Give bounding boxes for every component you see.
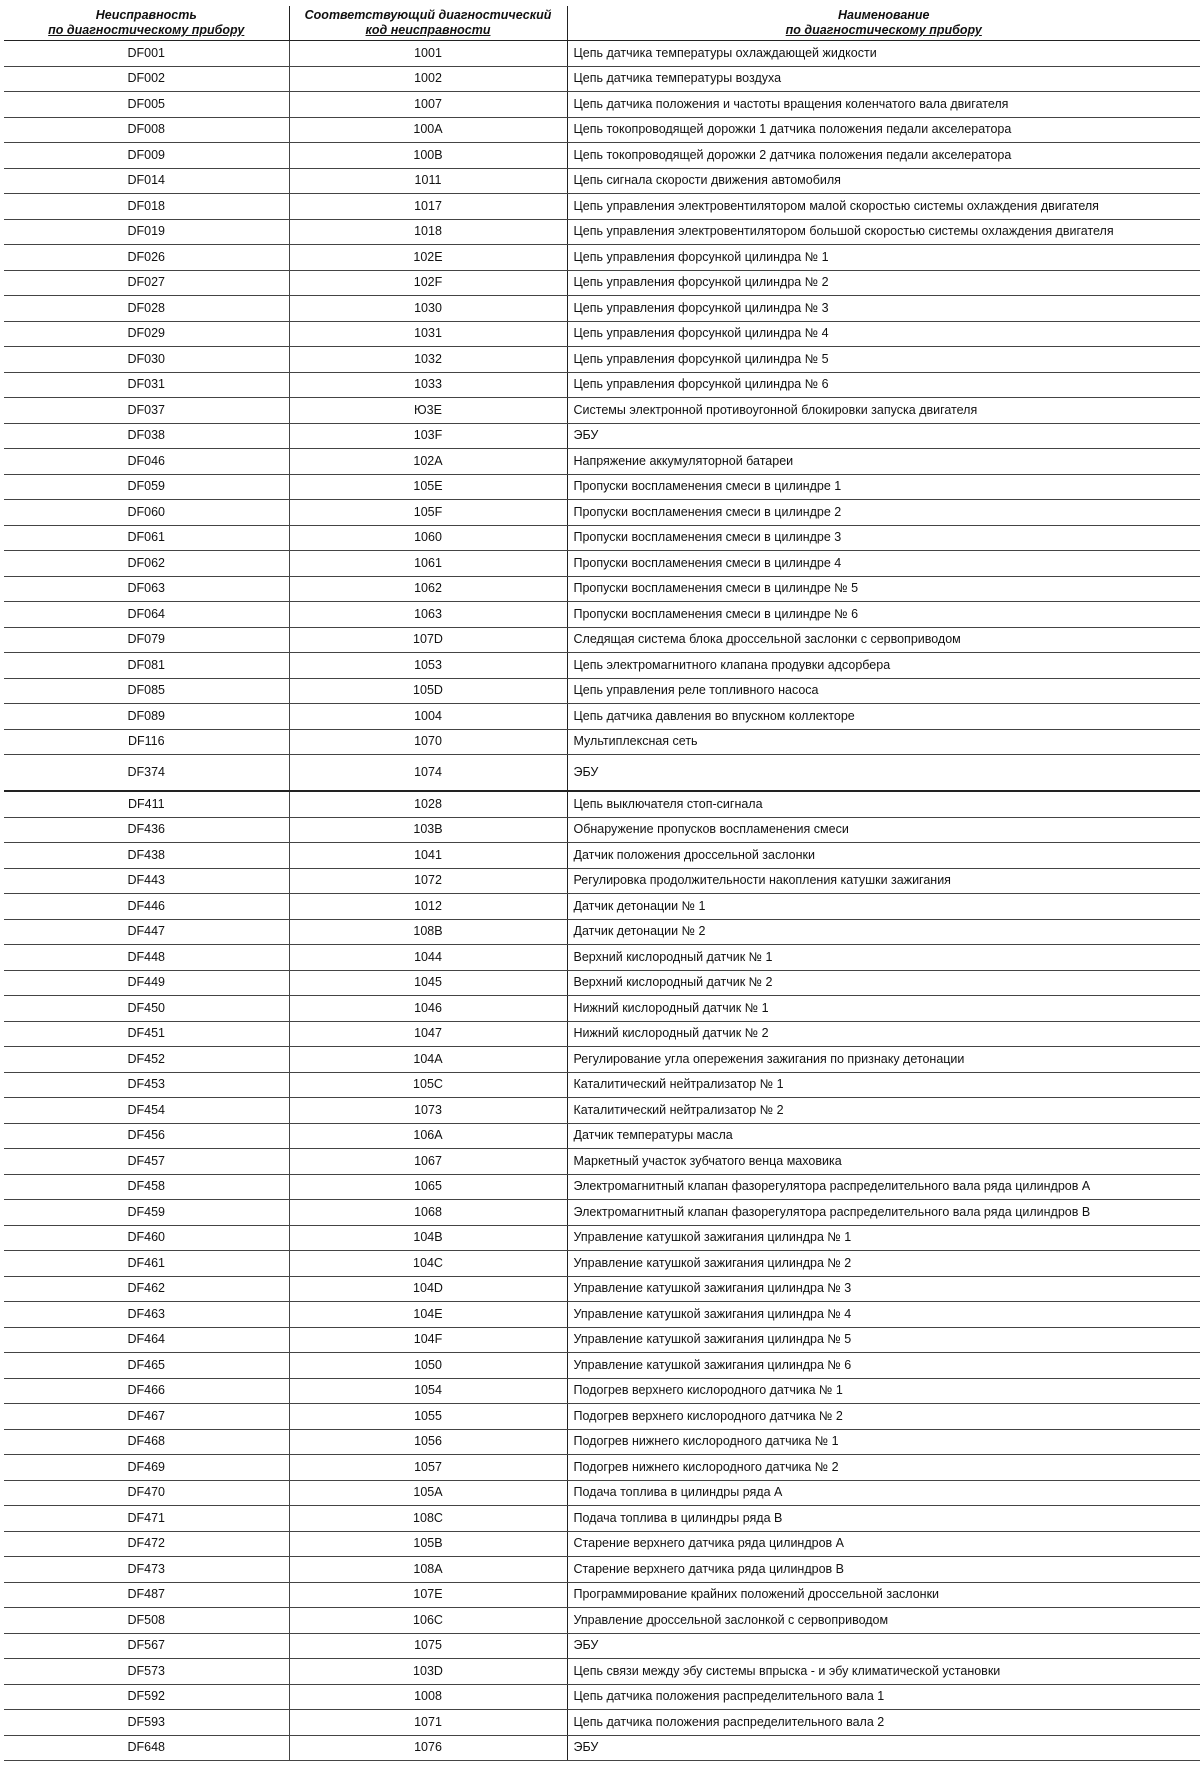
table-row <box>4 1225 1200 1251</box>
table-row <box>4 576 1200 602</box>
diag-code-cell: 1001 <box>289 41 567 67</box>
fault-code-cell: DF019 <box>4 219 289 245</box>
fault-name-cell: Цепь управления электровентилятором большой скоростью системы охлаждения двигателя <box>567 219 1200 245</box>
table-row <box>4 1659 1200 1685</box>
fault-name-cell: Цепь электромагнитного клапана продувки адсорбера <box>567 653 1200 679</box>
fault-name-cell: Пропуски воспламенения смеси в цилиндре № 6 <box>567 602 1200 628</box>
diag-code-cell: 1045 <box>289 970 567 996</box>
fault-name-cell: Верхний кислородный датчик № 2 <box>567 970 1200 996</box>
diag-code-cell: 1002 <box>289 66 567 92</box>
fault-code-cell: DF029 <box>4 321 289 347</box>
table-row <box>4 500 1200 526</box>
fault-name-cell: Подогрев верхнего кислородного датчика № 2 <box>567 1404 1200 1430</box>
fault-code-cell: DF452 <box>4 1047 289 1073</box>
table-row <box>4 423 1200 449</box>
fault-name-cell: Старение верхнего датчика ряда цилиндров B <box>567 1557 1200 1583</box>
fault-name-cell: ЭБУ <box>567 1735 1200 1761</box>
fault-name-cell: Электромагнитный клапан фазорегулятора распределительного вала ряда цилиндров A <box>567 1174 1200 1200</box>
table-row <box>4 729 1200 755</box>
fault-code-cell: DF450 <box>4 996 289 1022</box>
fault-name-cell: Цепь датчика положения и частоты вращения коленчатого вала двигателя <box>567 92 1200 118</box>
fault-code-cell: DF449 <box>4 970 289 996</box>
diag-code-cell: 1017 <box>289 194 567 220</box>
table-row <box>4 41 1200 67</box>
fault-name-cell: Напряжение аккумуляторной батареи <box>567 449 1200 475</box>
table-row <box>4 868 1200 894</box>
fault-name-cell: Цепь датчика положения распределительного вала 1 <box>567 1684 1200 1710</box>
fault-code-cell: DF438 <box>4 843 289 869</box>
fault-code-cell: DF567 <box>4 1633 289 1659</box>
fault-code-cell: DF454 <box>4 1098 289 1124</box>
diag-code-cell: 1065 <box>289 1174 567 1200</box>
fault-name-cell: Управление катушкой зажигания цилиндра № 2 <box>567 1251 1200 1277</box>
fault-code-cell: DF046 <box>4 449 289 475</box>
fault-name-cell: Подача топлива в цилиндры ряда A <box>567 1480 1200 1506</box>
table-row <box>4 817 1200 843</box>
header-name <box>567 6 1200 41</box>
diag-code-cell: 1076 <box>289 1735 567 1761</box>
fault-code-cell: DF008 <box>4 117 289 143</box>
table-row <box>4 1047 1200 1073</box>
table-row <box>4 372 1200 398</box>
diag-code-cell: Ю3Е <box>289 398 567 424</box>
diag-code-cell: 1041 <box>289 843 567 869</box>
header-row <box>4 6 1200 41</box>
diag-code-cell: 1070 <box>289 729 567 755</box>
diag-code-cell: 1056 <box>289 1429 567 1455</box>
fault-name-cell: Верхний кислородный датчик № 1 <box>567 945 1200 971</box>
table-row <box>4 1531 1200 1557</box>
diag-code-cell: 1072 <box>289 868 567 894</box>
fault-code-cell: DF089 <box>4 704 289 730</box>
diag-code-cell: 106A <box>289 1123 567 1149</box>
fault-name-cell: Управление катушкой зажигания цилиндра № 3 <box>567 1276 1200 1302</box>
fault-code-cell: DF446 <box>4 894 289 920</box>
diag-code-cell: 108A <box>289 1557 567 1583</box>
fault-code-table <box>4 6 1200 1761</box>
table-row <box>4 92 1200 118</box>
table-row <box>4 66 1200 92</box>
fault-name-cell: Цепь связи между эбу системы впрыска - и эбу климатической установки <box>567 1659 1200 1685</box>
fault-name-cell: Цепь датчика температуры воздуха <box>567 66 1200 92</box>
fault-code-cell: DF030 <box>4 347 289 373</box>
fault-name-cell: Регулирование угла опережения зажигания по признаку детонации <box>567 1047 1200 1073</box>
table-row <box>4 1455 1200 1481</box>
table-row <box>4 945 1200 971</box>
fault-name-cell: Каталитический нейтрализатор № 1 <box>567 1072 1200 1098</box>
fault-name-cell: Подогрев нижнего кислородного датчика № 1 <box>567 1429 1200 1455</box>
fault-code-cell: DF116 <box>4 729 289 755</box>
fault-name-cell: Цепь управления реле топливного насоса <box>567 678 1200 704</box>
table-row <box>4 704 1200 730</box>
fault-name-cell: Обнаружение пропусков воспламенения смеси <box>567 817 1200 843</box>
diag-code-cell: 103B <box>289 817 567 843</box>
fault-code-cell: DF374 <box>4 755 289 792</box>
header-name-line1: Наименование <box>838 8 930 22</box>
fault-name-cell: Цепь управления электровентилятором малой скоростью системы охлаждения двигателя <box>567 194 1200 220</box>
diag-code-cell: 1062 <box>289 576 567 602</box>
table-row <box>4 1684 1200 1710</box>
fault-name-cell: Мультиплексная сеть <box>567 729 1200 755</box>
diag-code-cell: 107D <box>289 627 567 653</box>
diag-code-cell: 104D <box>289 1276 567 1302</box>
fault-code-cell: DF459 <box>4 1200 289 1226</box>
table-row <box>4 1098 1200 1124</box>
table-row <box>4 1506 1200 1532</box>
fault-code-cell: DF443 <box>4 868 289 894</box>
header-name-line2: по диагностическому прибору <box>785 23 982 37</box>
diag-code-cell: 1053 <box>289 653 567 679</box>
diag-code-cell: 103F <box>289 423 567 449</box>
table-row <box>4 117 1200 143</box>
table-row <box>4 1633 1200 1659</box>
fault-code-cell: DF001 <box>4 41 289 67</box>
table-row <box>4 1608 1200 1634</box>
diag-code-cell: 1055 <box>289 1404 567 1430</box>
diag-code-cell: 108B <box>289 919 567 945</box>
fault-code-cell: DF447 <box>4 919 289 945</box>
fault-code-cell: DF462 <box>4 1276 289 1302</box>
header-fault-code-line1: Неисправность <box>95 8 197 22</box>
diag-code-cell: 100A <box>289 117 567 143</box>
table-header <box>4 6 1200 41</box>
fault-name-cell: Цепь управления форсункой цилиндра № 4 <box>567 321 1200 347</box>
diag-code-cell: 108C <box>289 1506 567 1532</box>
fault-code-cell: DF411 <box>4 791 289 817</box>
table-row <box>4 1378 1200 1404</box>
fault-name-cell: Цепь управления форсункой цилиндра № 2 <box>567 270 1200 296</box>
diag-code-cell: 105C <box>289 1072 567 1098</box>
diag-code-cell: 1008 <box>289 1684 567 1710</box>
table-row <box>4 270 1200 296</box>
table-row <box>4 627 1200 653</box>
table-row <box>4 1174 1200 1200</box>
diag-code-cell: 104A <box>289 1047 567 1073</box>
fault-name-cell: Подогрев нижнего кислородного датчика № 2 <box>567 1455 1200 1481</box>
fault-code-cell: DF470 <box>4 1480 289 1506</box>
header-diag-code <box>289 6 567 41</box>
fault-code-cell: DF508 <box>4 1608 289 1634</box>
header-diag-code-line1: Соответствующий диагностический <box>304 8 552 22</box>
fault-code-cell: DF464 <box>4 1327 289 1353</box>
table-row <box>4 1710 1200 1736</box>
table-row <box>4 1200 1200 1226</box>
diag-code-cell: 1068 <box>289 1200 567 1226</box>
fault-name-cell: Цепь управления форсункой цилиндра № 3 <box>567 296 1200 322</box>
fault-code-cell: DF028 <box>4 296 289 322</box>
fault-code-cell: DF453 <box>4 1072 289 1098</box>
diag-code-cell: 1073 <box>289 1098 567 1124</box>
fault-name-cell: Старение верхнего датчика ряда цилиндров A <box>567 1531 1200 1557</box>
table-row <box>4 653 1200 679</box>
diag-code-cell: 102F <box>289 270 567 296</box>
table-row <box>4 996 1200 1022</box>
table-row <box>4 321 1200 347</box>
fault-name-cell: Цепь токопроводящей дорожки 2 датчика положения педали акселератора <box>567 143 1200 169</box>
diag-code-cell: 1060 <box>289 525 567 551</box>
table-row <box>4 1123 1200 1149</box>
diag-code-cell: 1047 <box>289 1021 567 1047</box>
table-row <box>4 1072 1200 1098</box>
fault-name-cell: Пропуски воспламенения смеси в цилиндре 2 <box>567 500 1200 526</box>
table-row <box>4 602 1200 628</box>
diag-code-cell: 105D <box>289 678 567 704</box>
fault-code-cell: DF081 <box>4 653 289 679</box>
diag-code-cell: 105F <box>289 500 567 526</box>
fault-code-cell: DF487 <box>4 1582 289 1608</box>
fault-code-cell: DF592 <box>4 1684 289 1710</box>
table-row <box>4 1480 1200 1506</box>
table-row <box>4 1557 1200 1583</box>
fault-name-cell: Управление дроссельной заслонкой с сервоприводом <box>567 1608 1200 1634</box>
table-row <box>4 551 1200 577</box>
diag-code-cell: 1011 <box>289 168 567 194</box>
fault-name-cell: Цепь управления форсункой цилиндра № 5 <box>567 347 1200 373</box>
fault-name-cell: Цепь управления форсункой цилиндра № 6 <box>567 372 1200 398</box>
diag-code-cell: 106C <box>289 1608 567 1634</box>
fault-name-cell: Системы электронной противоугонной блокировки запуска двигателя <box>567 398 1200 424</box>
fault-code-cell: DF648 <box>4 1735 289 1761</box>
table-row <box>4 894 1200 920</box>
fault-code-cell: DF457 <box>4 1149 289 1175</box>
fault-code-cell: DF593 <box>4 1710 289 1736</box>
fault-code-cell: DF461 <box>4 1251 289 1277</box>
fault-code-cell: DF064 <box>4 602 289 628</box>
fault-code-cell: DF472 <box>4 1531 289 1557</box>
fault-name-cell: Датчик температуры масла <box>567 1123 1200 1149</box>
fault-name-cell: Датчик детонации № 2 <box>567 919 1200 945</box>
table-row <box>4 1429 1200 1455</box>
fault-name-cell: Цепь датчика давления во впускном коллекторе <box>567 704 1200 730</box>
fault-code-cell: DF463 <box>4 1302 289 1328</box>
fault-name-cell: Управление катушкой зажигания цилиндра № 5 <box>567 1327 1200 1353</box>
fault-name-cell: Программирование крайних положений дроссельной заслонки <box>567 1582 1200 1608</box>
fault-name-cell: Подача топлива в цилиндры ряда B <box>567 1506 1200 1532</box>
diag-code-cell: 104F <box>289 1327 567 1353</box>
header-diag-code-line2: код неисправности <box>365 23 491 37</box>
table-row <box>4 168 1200 194</box>
fault-code-cell: DF038 <box>4 423 289 449</box>
table-row <box>4 1404 1200 1430</box>
fault-name-cell: ЭБУ <box>567 423 1200 449</box>
fault-name-cell: Датчик детонации № 1 <box>567 894 1200 920</box>
table-row <box>4 1149 1200 1175</box>
diag-code-cell: 1050 <box>289 1353 567 1379</box>
diag-code-cell: 104B <box>289 1225 567 1251</box>
table-row <box>4 1353 1200 1379</box>
fault-name-cell: Регулировка продолжительности накопления катушки зажигания <box>567 868 1200 894</box>
table-row <box>4 449 1200 475</box>
diag-code-cell: 1032 <box>289 347 567 373</box>
diag-code-cell: 1061 <box>289 551 567 577</box>
fault-name-cell: Каталитический нейтрализатор № 2 <box>567 1098 1200 1124</box>
diag-code-cell: 1030 <box>289 296 567 322</box>
fault-name-cell: Маркетный участок зубчатого венца маховика <box>567 1149 1200 1175</box>
diag-code-cell: 1031 <box>289 321 567 347</box>
fault-name-cell: Цепь сигнала скорости движения автомобиля <box>567 168 1200 194</box>
fault-code-cell: DF018 <box>4 194 289 220</box>
diag-code-cell: 1071 <box>289 1710 567 1736</box>
table-row <box>4 1327 1200 1353</box>
table-row <box>4 1735 1200 1761</box>
table-row <box>4 245 1200 271</box>
fault-code-cell: DF471 <box>4 1506 289 1532</box>
fault-code-cell: DF014 <box>4 168 289 194</box>
diag-code-cell: 105A <box>289 1480 567 1506</box>
table-row <box>4 791 1200 817</box>
fault-code-cell: DF573 <box>4 1659 289 1685</box>
fault-name-cell: ЭБУ <box>567 1633 1200 1659</box>
fault-code-cell: DF448 <box>4 945 289 971</box>
table-row <box>4 296 1200 322</box>
diag-code-cell: 102E <box>289 245 567 271</box>
fault-code-cell: DF467 <box>4 1404 289 1430</box>
table-row <box>4 1302 1200 1328</box>
fault-name-cell: Пропуски воспламенения смеси в цилиндре № 5 <box>567 576 1200 602</box>
diag-code-cell: 1046 <box>289 996 567 1022</box>
table-row <box>4 1021 1200 1047</box>
diag-code-cell: 1012 <box>289 894 567 920</box>
diag-code-cell: 1028 <box>289 791 567 817</box>
fault-code-cell: DF002 <box>4 66 289 92</box>
fault-name-cell: Цепь токопроводящей дорожки 1 датчика положения педали акселератора <box>567 117 1200 143</box>
table-row <box>4 143 1200 169</box>
fault-code-cell: DF062 <box>4 551 289 577</box>
header-fault-code <box>4 6 289 41</box>
diag-code-cell: 105E <box>289 474 567 500</box>
table-row <box>4 843 1200 869</box>
fault-name-cell: Цепь выключателя стоп-сигнала <box>567 791 1200 817</box>
fault-name-cell: Цепь датчика температуры охлаждающей жидкости <box>567 41 1200 67</box>
fault-code-cell: DF460 <box>4 1225 289 1251</box>
fault-name-cell: Нижний кислородный датчик № 2 <box>567 1021 1200 1047</box>
table-row <box>4 919 1200 945</box>
fault-code-cell: DF456 <box>4 1123 289 1149</box>
fault-name-cell: Управление катушкой зажигания цилиндра № 1 <box>567 1225 1200 1251</box>
diag-code-cell: 1033 <box>289 372 567 398</box>
fault-name-cell: Датчик положения дроссельной заслонки <box>567 843 1200 869</box>
fault-name-cell: Цепь управления форсункой цилиндра № 1 <box>567 245 1200 271</box>
fault-name-cell: Пропуски воспламенения смеси в цилиндре 1 <box>567 474 1200 500</box>
diag-code-cell: 1004 <box>289 704 567 730</box>
diag-code-cell: 1018 <box>289 219 567 245</box>
diag-code-cell: 103D <box>289 1659 567 1685</box>
table-row <box>4 1582 1200 1608</box>
fault-code-cell: DF009 <box>4 143 289 169</box>
fault-code-cell: DF473 <box>4 1557 289 1583</box>
table-row <box>4 525 1200 551</box>
table-row <box>4 398 1200 424</box>
fault-code-cell: DF469 <box>4 1455 289 1481</box>
fault-name-cell: Следящая система блока дроссельной заслонки с сервоприводом <box>567 627 1200 653</box>
fault-code-cell: DF436 <box>4 817 289 843</box>
diag-code-cell: 1044 <box>289 945 567 971</box>
diag-code-cell: 1057 <box>289 1455 567 1481</box>
diag-code-cell: 104E <box>289 1302 567 1328</box>
table-row <box>4 970 1200 996</box>
fault-code-cell: DF085 <box>4 678 289 704</box>
fault-name-cell: Нижний кислородный датчик № 1 <box>567 996 1200 1022</box>
fault-name-cell: Электромагнитный клапан фазорегулятора распределительного вала ряда цилиндров B <box>567 1200 1200 1226</box>
fault-code-cell: DF465 <box>4 1353 289 1379</box>
diag-code-cell: 1007 <box>289 92 567 118</box>
table-row <box>4 755 1200 792</box>
table-row <box>4 474 1200 500</box>
header-fault-code-line2: по диагностическому прибору <box>48 23 245 37</box>
fault-code-cell: DF079 <box>4 627 289 653</box>
fault-name-cell: Пропуски воспламенения смеси в цилиндре 4 <box>567 551 1200 577</box>
diag-code-cell: 104C <box>289 1251 567 1277</box>
diag-code-cell: 100B <box>289 143 567 169</box>
fault-name-cell: Пропуски воспламенения смеси в цилиндре 3 <box>567 525 1200 551</box>
diag-code-cell: 1067 <box>289 1149 567 1175</box>
fault-code-cell: DF059 <box>4 474 289 500</box>
fault-name-cell: ЭБУ <box>567 755 1200 792</box>
fault-code-cell: DF060 <box>4 500 289 526</box>
diag-code-cell: 1074 <box>289 755 567 792</box>
fault-code-cell: DF037 <box>4 398 289 424</box>
diag-code-cell: 107E <box>289 1582 567 1608</box>
diag-code-cell: 102A <box>289 449 567 475</box>
table-row <box>4 1251 1200 1277</box>
fault-name-cell: Управление катушкой зажигания цилиндра № 4 <box>567 1302 1200 1328</box>
table-row <box>4 678 1200 704</box>
fault-code-cell: DF063 <box>4 576 289 602</box>
fault-code-cell: DF031 <box>4 372 289 398</box>
fault-code-cell: DF451 <box>4 1021 289 1047</box>
table-row <box>4 347 1200 373</box>
fault-code-cell: DF027 <box>4 270 289 296</box>
fault-name-cell: Подогрев верхнего кислородного датчика № 1 <box>567 1378 1200 1404</box>
fault-code-cell: DF468 <box>4 1429 289 1455</box>
fault-code-cell: DF005 <box>4 92 289 118</box>
fault-code-cell: DF026 <box>4 245 289 271</box>
table-row <box>4 1276 1200 1302</box>
diag-code-cell: 1054 <box>289 1378 567 1404</box>
fault-name-cell: Управление катушкой зажигания цилиндра № 6 <box>567 1353 1200 1379</box>
diag-code-cell: 1075 <box>289 1633 567 1659</box>
diag-code-cell: 1063 <box>289 602 567 628</box>
fault-code-cell: DF466 <box>4 1378 289 1404</box>
table-row <box>4 194 1200 220</box>
fault-code-cell: DF458 <box>4 1174 289 1200</box>
table-row <box>4 219 1200 245</box>
table-body <box>4 41 1200 1761</box>
fault-code-cell: DF061 <box>4 525 289 551</box>
diag-code-cell: 105B <box>289 1531 567 1557</box>
fault-name-cell: Цепь датчика положения распределительного вала 2 <box>567 1710 1200 1736</box>
